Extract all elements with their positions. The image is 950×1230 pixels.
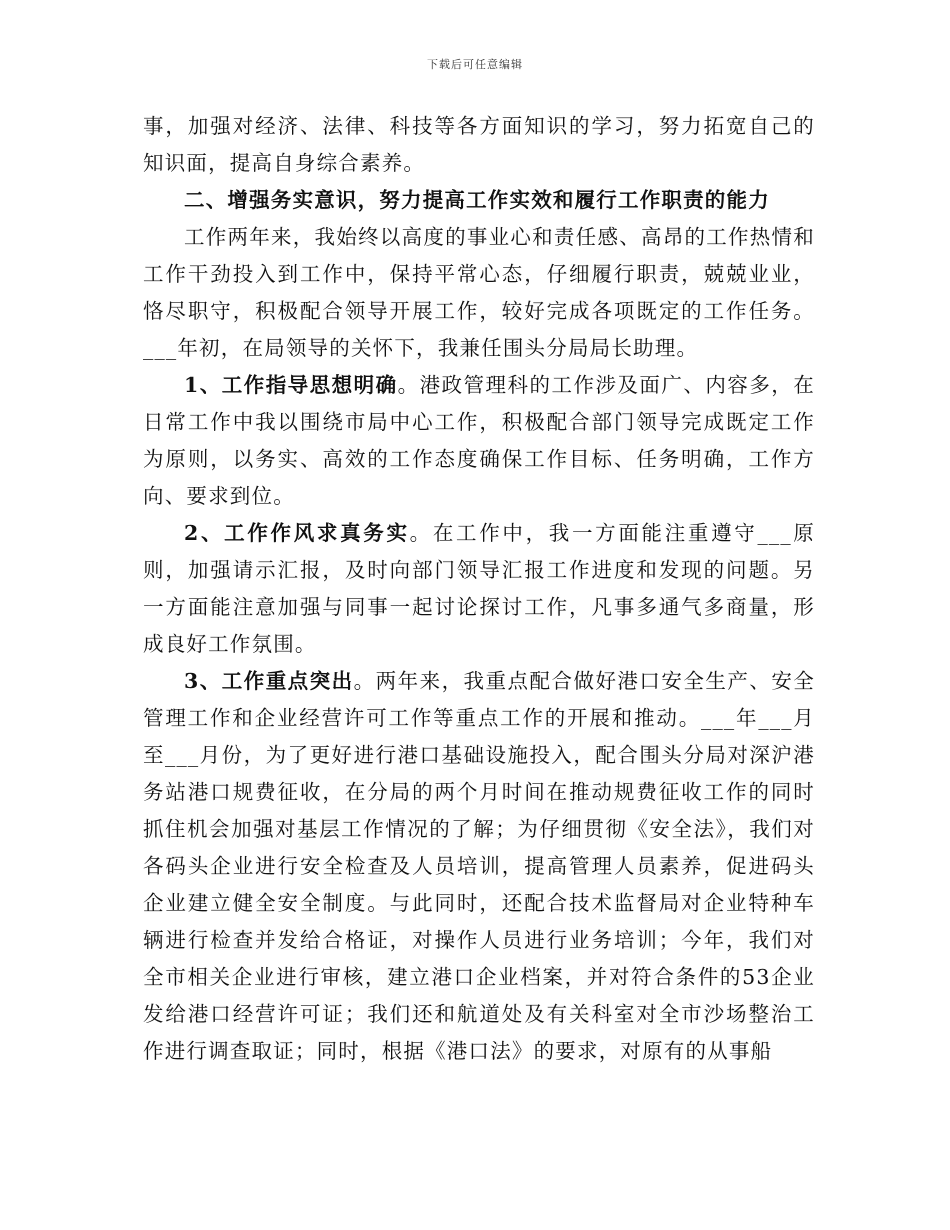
item-3-lead: 3、工作重点突出 xyxy=(184,669,354,693)
paragraph-continuation: 事，加强对经济、法律、科技等各方面知识的学习，努力拓宽自己的知识面，提高自身综合素养。 xyxy=(143,114,815,175)
paragraph-item-2 xyxy=(143,515,815,663)
item-1-lead: 1、工作指导思想明确 xyxy=(184,373,398,397)
page-header: 下载后可任意编辑 xyxy=(427,58,523,71)
paragraph-item-3 xyxy=(143,663,815,1070)
item-3-text: 。两年来，我重点配合做好港口安全生产、安全管理工作和企业经营许可工作等重点工作的开展和推动。___年___月至___月份，为了更好进行港口基础设施投入，配合围头分局对深沪港务站港口规费征收，在分局的两个月时间在推动规费征收工作的同时抓住机会加强对基层工作情况的了解；为仔细贯彻《安全法》，我们对各码头企业进行安全检查及人员培训，提高管理人员素养，促进码头企业建立健全安全制度。与此同时，还配合技术监督局对企业特种车辆进行检查并发给合格证，对操作人员进行业务培训；今年，我们对全市相关企业进行审核，建立港口企业档案，并对符合条件的53企业发给港口经营许可证；我们还和航道处及有关科室对全市沙场整治工作进行调查取证；同时，根据《港口法》的要求，对原有的从事船 xyxy=(143,669,815,1063)
item-2-text: 。在工作中，我一方面能注重遵守___原则，加强请示汇报，及时向部门领导汇报工作进度和发现的问题。另一方面能注意加强与同事一起讨论探讨工作，凡事多通气多商量，形成良好工作氛围。 xyxy=(143,521,815,656)
paragraph-intro: 工作两年来，我始终以高度的事业心和责任感、高昂的工作热情和工作干劲投入到工作中，保持平常心态，仔细履行职责，兢兢业业，恪尽职守，积极配合领导开展工作，较好完成各项既定的工作任务。___年初，在局领导的关怀下，我兼任围头分局局长助理。 xyxy=(143,225,815,360)
item-1-text: 。港政管理科的工作涉及面广、内容多，在日常工作中我以围绕市局中心工作，积极配合部门领导完成既定工作为原则，以务实、高效的工作态度确保工作目标、任务明确，工作方向、要求到位。 xyxy=(143,373,815,508)
item-2-lead: 2、工作作风求真务实 xyxy=(184,521,410,545)
paragraph-item-1 xyxy=(143,367,815,515)
document-body xyxy=(143,108,815,1070)
section-heading: 二、增强务实意识，努力提高工作实效和履行工作职责的能力 xyxy=(184,188,770,212)
